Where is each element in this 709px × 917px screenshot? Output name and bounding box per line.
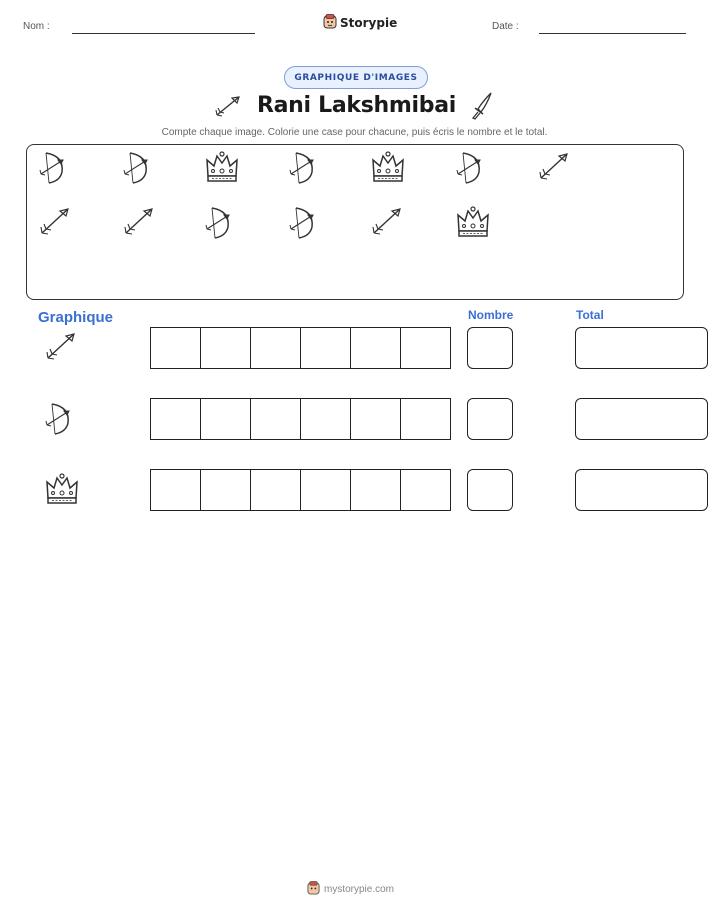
graph-cell[interactable] bbox=[350, 398, 401, 440]
bow-icon bbox=[288, 205, 318, 241]
number-box[interactable] bbox=[467, 398, 513, 440]
arrow-icon bbox=[370, 205, 404, 237]
brand-logo bbox=[323, 14, 397, 32]
arrow-icon bbox=[38, 205, 72, 237]
bow-icon bbox=[38, 150, 68, 186]
graph-cell[interactable] bbox=[150, 327, 201, 369]
crown-icon bbox=[44, 472, 80, 506]
arrow-icon bbox=[213, 93, 243, 123]
graph-cell[interactable] bbox=[350, 327, 401, 369]
name-label: Nom : bbox=[23, 21, 50, 32]
graph-cell[interactable] bbox=[150, 398, 201, 440]
storypie-logo-icon bbox=[323, 14, 337, 32]
crown-icon bbox=[370, 150, 406, 184]
number-box[interactable] bbox=[467, 469, 513, 511]
graph-cell[interactable] bbox=[400, 398, 451, 440]
bow-icon bbox=[204, 205, 234, 241]
date-field[interactable] bbox=[539, 33, 686, 34]
graph-heading: Graphique bbox=[38, 309, 114, 326]
graph-cell[interactable] bbox=[200, 469, 251, 511]
graph-cell[interactable] bbox=[250, 469, 301, 511]
total-box[interactable] bbox=[575, 469, 708, 511]
graph-cell[interactable] bbox=[400, 469, 451, 511]
graph-cell[interactable] bbox=[150, 469, 201, 511]
total-box[interactable] bbox=[575, 398, 708, 440]
name-field[interactable] bbox=[72, 33, 255, 34]
bow-icon bbox=[455, 150, 485, 186]
graph-cell[interactable] bbox=[300, 327, 351, 369]
storypie-logo-icon bbox=[307, 881, 320, 898]
graph-cell[interactable] bbox=[300, 469, 351, 511]
footer bbox=[307, 881, 394, 898]
number-box[interactable] bbox=[467, 327, 513, 369]
total-box[interactable] bbox=[575, 327, 708, 369]
graph-cell[interactable] bbox=[400, 327, 451, 369]
arrow-icon bbox=[122, 205, 156, 237]
graph-cell[interactable] bbox=[350, 469, 401, 511]
bow-icon bbox=[122, 150, 152, 186]
crown-icon bbox=[455, 205, 491, 239]
footer-link[interactable]: mystorypie.com bbox=[324, 884, 395, 895]
sword-icon bbox=[469, 91, 495, 125]
date-label: Date : bbox=[492, 21, 519, 32]
graph-cell[interactable] bbox=[250, 327, 301, 369]
graph-cell[interactable] bbox=[300, 398, 351, 440]
crown-icon bbox=[204, 150, 240, 184]
instructions: Compte chaque image. Colorie une case pour chacune, puis écris le nombre et le total. bbox=[161, 127, 548, 138]
graph-cell[interactable] bbox=[250, 398, 301, 440]
graph-cell[interactable] bbox=[200, 398, 251, 440]
worksheet-type-badge: GRAPHIQUE D'IMAGES bbox=[284, 66, 428, 89]
number-heading: Nombre bbox=[468, 308, 514, 322]
page-title: Rani Lakshmibai bbox=[257, 93, 457, 118]
total-heading: Total bbox=[576, 308, 604, 322]
bow-icon bbox=[44, 401, 74, 437]
graph-cell[interactable] bbox=[200, 327, 251, 369]
arrow-icon bbox=[44, 330, 78, 362]
arrow-icon bbox=[537, 150, 571, 182]
bow-icon bbox=[288, 150, 318, 186]
brand-name: Storypie bbox=[340, 16, 398, 30]
